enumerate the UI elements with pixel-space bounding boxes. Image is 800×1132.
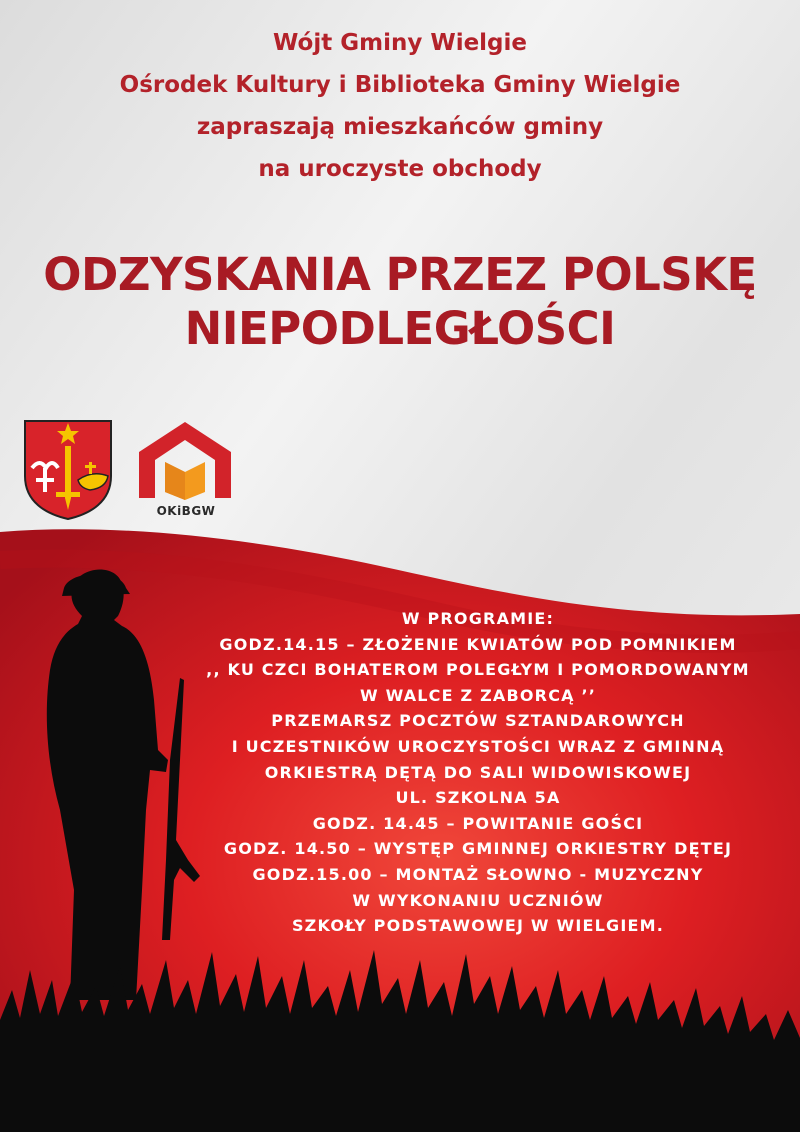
program-line: GODZ.15.00 – MONTAŻ SŁOWNO - MUZYCZNY [252,864,704,884]
program-line: GODZ. 14.45 – POWITANIE GOŚCI [312,813,644,833]
program-line: I UCZESTNIKÓW UROCZYSTOŚCI WRAZ Z GMINNĄ [231,736,725,756]
okibgw-logo-icon [135,418,235,500]
program-line: PRZEMARSZ POCZTÓW SZTANDAROWYCH [271,711,685,731]
intro-line: zapraszają mieszkańców gminy [196,114,604,140]
logo-text: OKiBGW [156,504,216,518]
intro-line: Wójt Gminy Wielgie [272,30,528,56]
headline [0,248,800,356]
program-heading: W PROGRAMIE: [401,609,555,628]
headline-line: NIEPODLEGŁOŚCI [184,302,616,355]
program-line: W WALCE Z ZABORCĄ ’’ [359,685,597,705]
intro-line: na uroczyste obchody [258,156,542,182]
program-line: ORKIESTRĄ DĘTĄ DO SALI WIDOWISKOWEJ [264,762,692,782]
program-line: SZKOŁY PODSTAWOWEJ W WIELGIEM. [291,916,665,936]
grass-silhouette [0,930,800,1132]
coat-of-arms-icon [22,418,114,522]
intro-text [0,22,800,190]
intro-line: Ośrodek Kultury i Biblioteka Gminy Wielgie [119,72,681,98]
program-list [178,606,778,939]
program-line: GODZ. 14.50 – WYSTĘP GMINNEJ ORKIESTRY DĘTEJ [223,839,733,859]
program-line: GODZ.14.15 – ZŁOŻENIE KWIATÓW POD POMNIKIEM [219,634,737,654]
program-line: ,, KU CZCI BOHATEROM POLEGŁYM I POMORDOWANYM [206,660,750,680]
headline-line: ODZYSKANIA PRZEZ POLSKĘ [43,248,757,301]
program-line: UL. SZKOLNA 5A [395,788,561,808]
program-line: W WYKONANIU UCZNIÓW [352,890,604,910]
